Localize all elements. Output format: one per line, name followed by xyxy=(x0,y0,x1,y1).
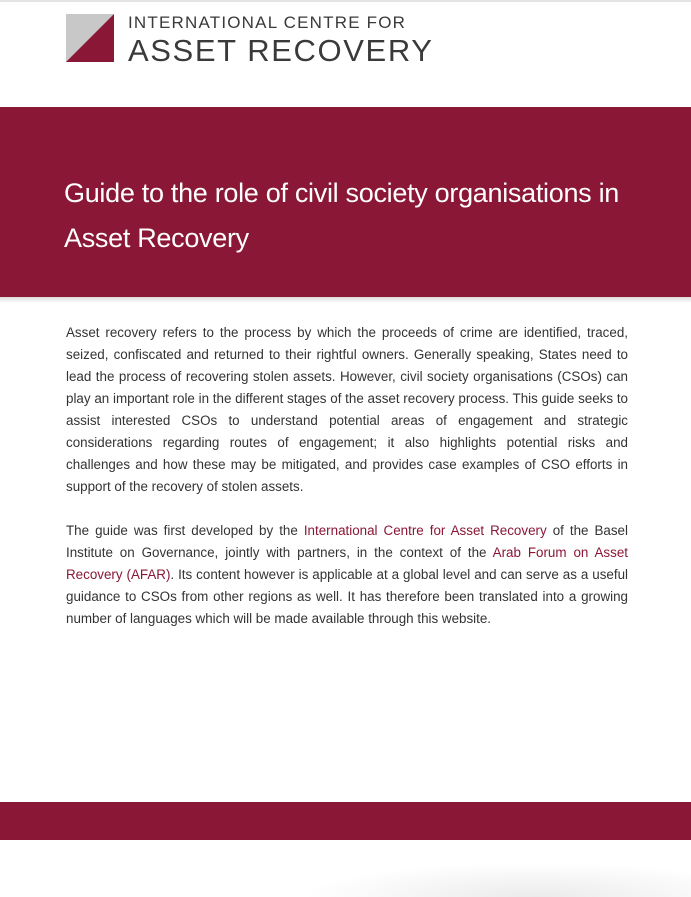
hero-banner xyxy=(0,107,691,297)
paragraph-2-text-2: of the Basel Institute on Governance, jointly with partners, in the context of the xyxy=(66,523,628,560)
intro-paragraph-1: Asset recovery refers to the process by which the proceeds of crime are identified, traced, seized, confiscated and returned to their rightful owners. Generally speaking, States need to lead the process of recovering stolen assets. However, civil society organisations (CSOs) can play an important role in the different stages of the asset recovery process. This guide seeks to assist interested CSOs to understand potential areas of engagement and strategic considerations regarding routes of engagement; it also highlights potential risks and challenges and how these may be mitigated, and provides case examples of CSO efforts in support of the recovery of stolen assets. xyxy=(66,325,628,494)
logo-line-1: INTERNATIONAL CENTRE FOR xyxy=(128,13,407,32)
paragraph-2-text-1: The guide was first developed by the xyxy=(66,523,304,538)
hero-shadow xyxy=(0,297,691,303)
icar-logo-icon xyxy=(66,14,114,62)
paragraph-2-text-3: . Its content however is applicable at a global level and can serve as a useful guidance to CSOs from other regions as well. It has therefore been translated into a growing number of languages which will be made available through this website. xyxy=(66,567,628,626)
logo-line-2: ASSET RECOVERY xyxy=(128,33,434,68)
bottom-shadow xyxy=(300,862,691,897)
footer-bar xyxy=(0,802,691,840)
icar-link[interactable]: International Centre for Asset Recovery xyxy=(303,523,547,538)
afar-link[interactable]: Arab Forum on Asset Recovery (AFAR) xyxy=(66,545,628,582)
main-content xyxy=(66,322,628,652)
intro-paragraph-2 xyxy=(66,520,628,630)
site-logo-link[interactable] xyxy=(66,14,434,66)
logo-wordmark xyxy=(128,14,434,66)
page-title: Guide to the role of civil society organisations in Asset Recovery xyxy=(64,178,619,253)
site-header xyxy=(0,2,691,107)
